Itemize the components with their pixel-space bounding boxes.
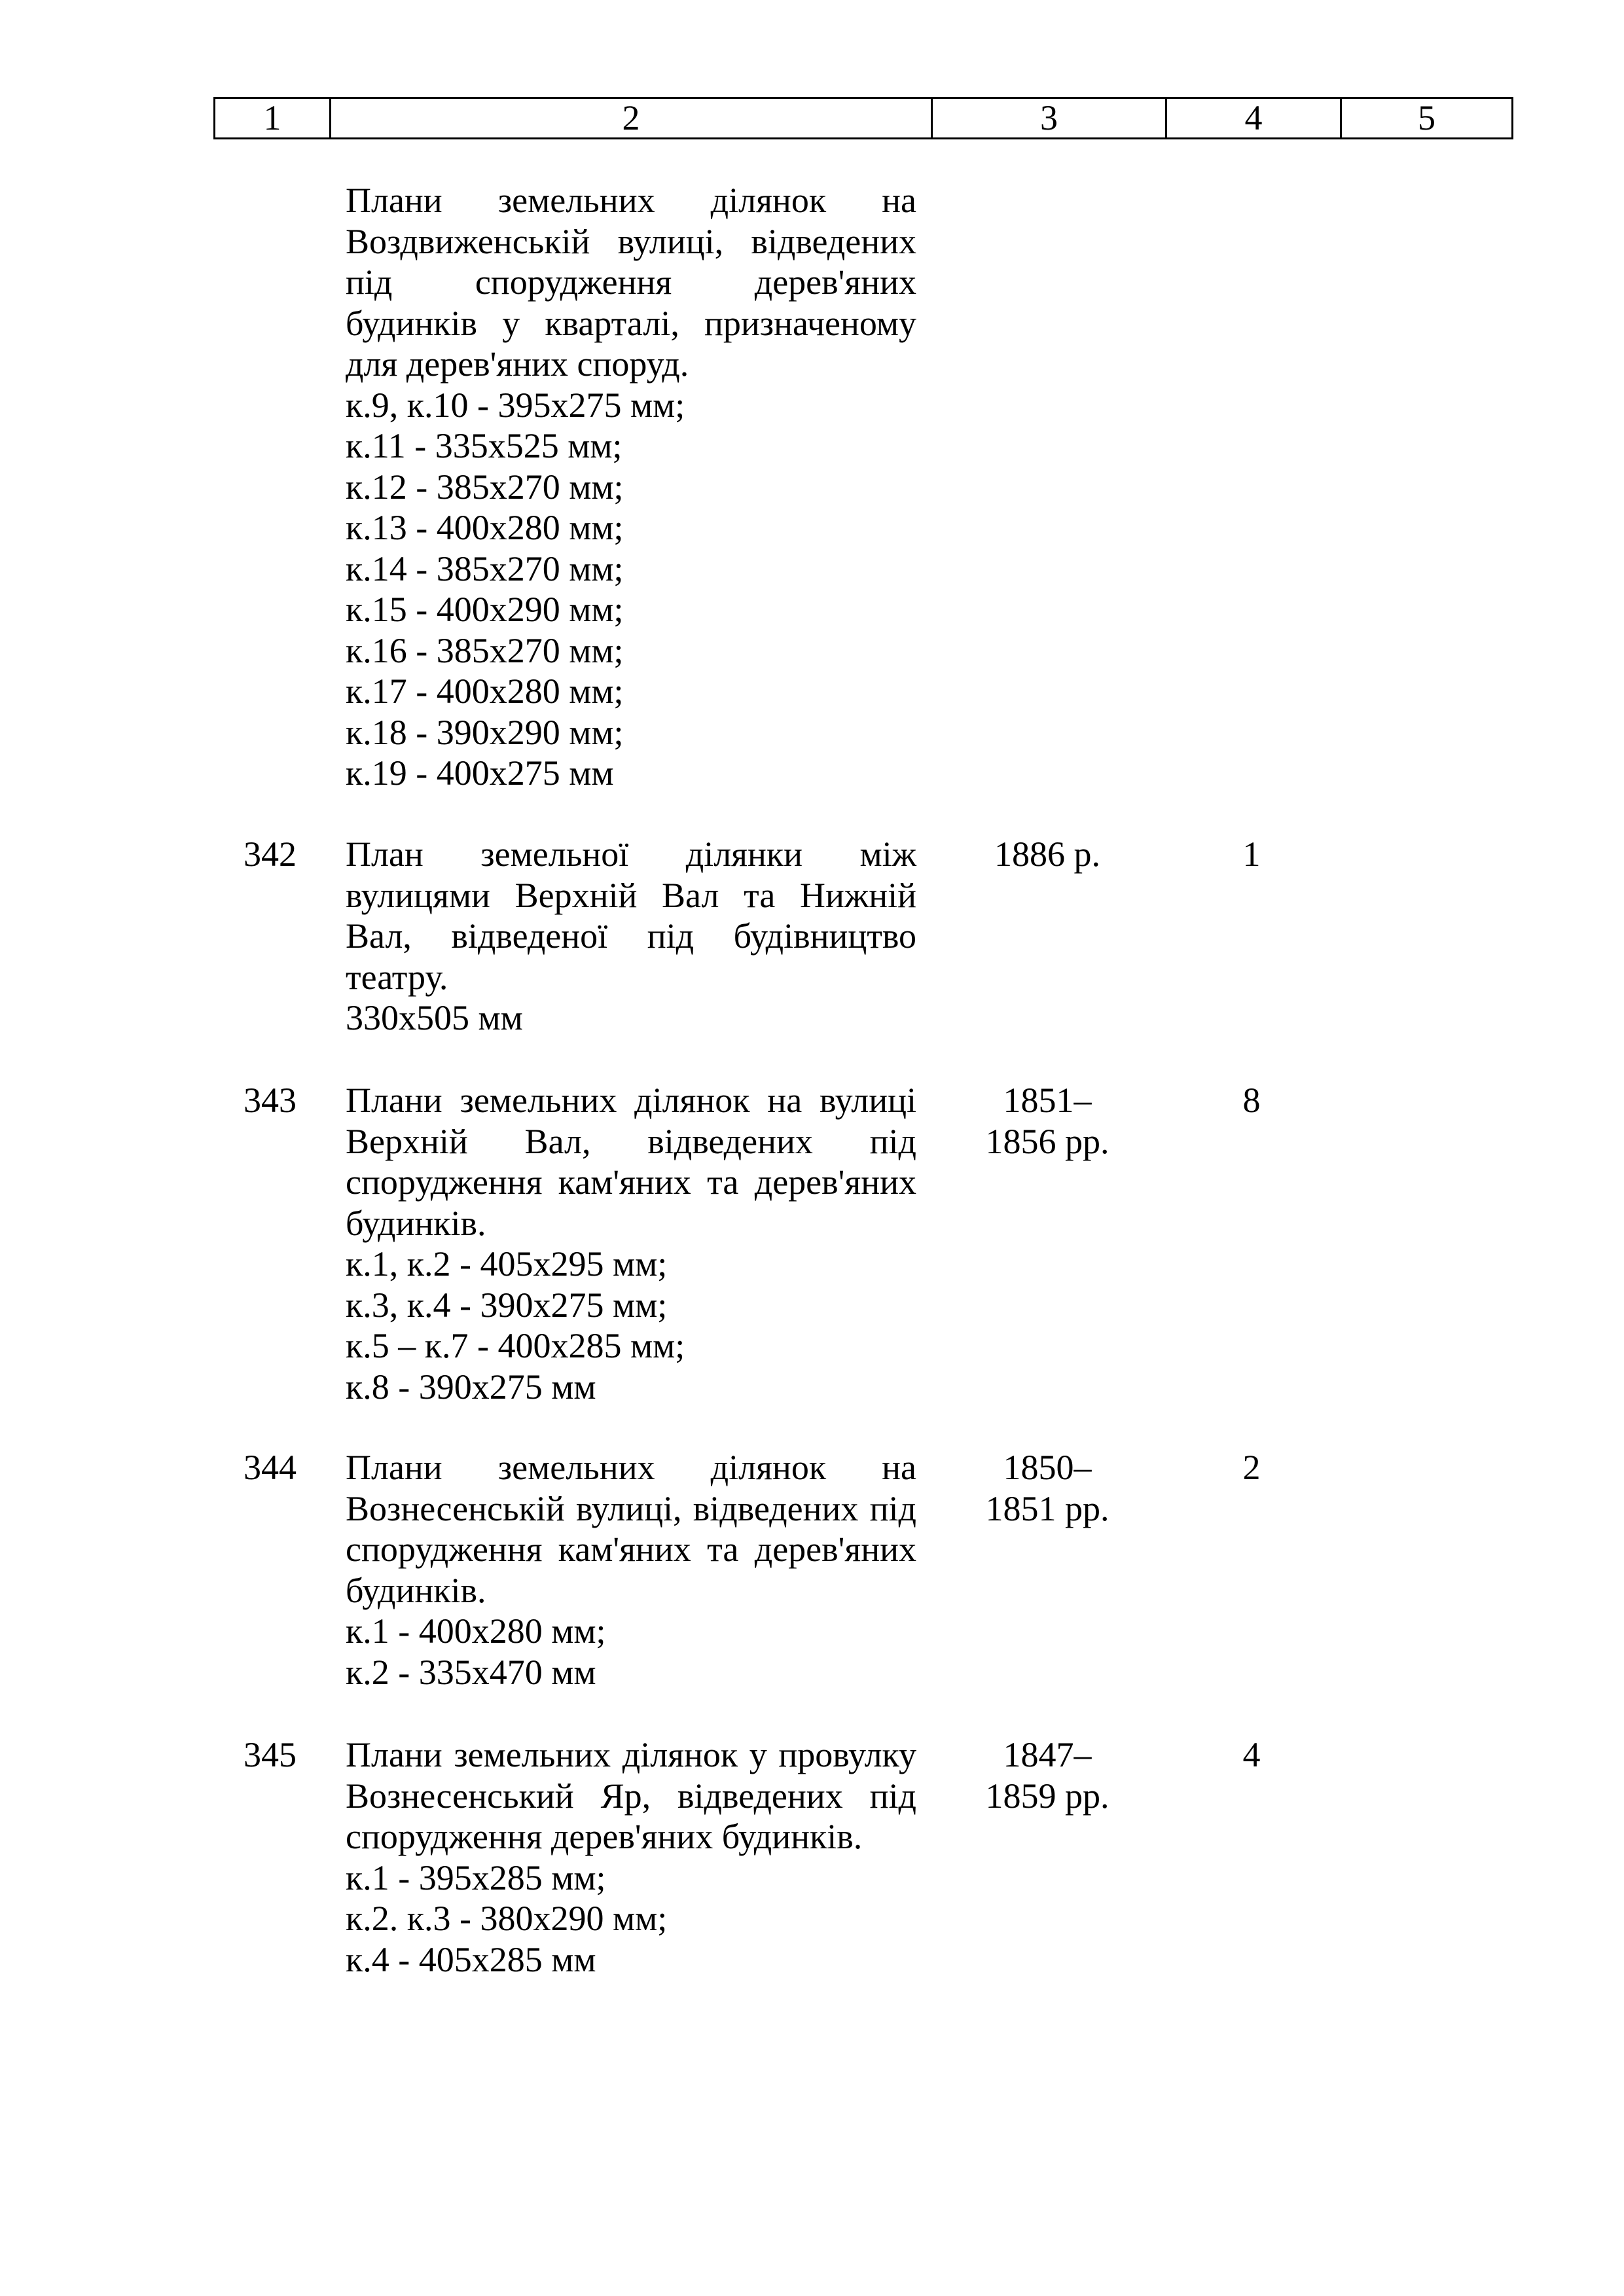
sheet-count: 2: [1242, 1448, 1261, 1487]
description-line: для дерев'яних споруд.: [346, 344, 689, 384]
sheet-size-line: к.18 - 390x290 мм;: [346, 712, 624, 752]
entry-number: 345: [244, 1735, 297, 1774]
sheet-size-line: к.1 - 395x285 мм;: [346, 1857, 606, 1897]
entry-date: [969, 834, 1126, 875]
description-line: Воздвиженській вулиці, відведених: [346, 221, 916, 261]
date-line: 1851–: [1003, 1081, 1092, 1120]
sheet-size-line: к.5 – к.7 - 400x285 мм;: [346, 1326, 685, 1365]
date-line: 1886 р.: [994, 834, 1100, 874]
sheet-size-line: к.15 - 400x290 мм;: [346, 590, 624, 629]
date-line: 1850–: [1003, 1448, 1092, 1487]
sheet-size-line: к.1, к.2 - 405x295 мм;: [346, 1244, 668, 1283]
sheet-size-line: к.3, к.4 - 390x275 мм;: [346, 1285, 668, 1325]
sheet-size-line: к.13 - 400x280 мм;: [346, 508, 624, 547]
sheet-size-line: к.14 - 385x270 мм;: [346, 548, 624, 588]
entry-number: 342: [244, 834, 297, 874]
entry-description: [346, 1734, 916, 1980]
description-line: театру.: [346, 957, 448, 997]
entry-date: [969, 1734, 1126, 1816]
description-line: Плани земельних ділянок у провулку: [346, 1735, 916, 1774]
entry-date: [969, 1080, 1126, 1162]
description-line: План земельної ділянки між: [346, 834, 916, 874]
column-header-2: 2: [331, 99, 933, 137]
sheet-size-line: к.17 - 400x280 мм;: [346, 672, 624, 711]
entry-description: [346, 180, 916, 794]
description-line: вулицями Верхній Вал та Нижній: [346, 875, 916, 915]
sheet-size-line: к.19 - 400x275 мм: [346, 753, 614, 793]
date-line: 1851 рр.: [985, 1488, 1110, 1528]
description-line: Вознесенський Яр, відведених під: [346, 1776, 916, 1816]
description-line: під спорудження дерев'яних: [346, 262, 916, 302]
entry-date: [969, 1447, 1126, 1529]
entry-description: [346, 1447, 916, 1693]
description-line: спорудження дерев'яних будинків.: [346, 1817, 863, 1856]
date-line: 1847–: [1003, 1735, 1092, 1774]
sheet-count: 8: [1242, 1081, 1261, 1120]
column-header-4: 4: [1167, 99, 1342, 137]
entry-description: [346, 1080, 916, 1407]
description-line: Плани земельних ділянок на вулиці: [346, 1081, 916, 1120]
description-line: Вознесенській вулиці, відведених під: [346, 1488, 916, 1528]
description-line: Вал, відведеної під будівництво: [346, 916, 916, 956]
sheet-size-line: к.12 - 385x270 мм;: [346, 467, 624, 507]
sheet-size-line: к.1 - 400x280 мм;: [346, 1611, 606, 1651]
description-line: будинків.: [346, 1203, 486, 1243]
sheet-size-line: к.9, к.10 - 395x275 мм;: [346, 385, 685, 425]
entry-number: 344: [244, 1448, 297, 1487]
sheet-size-line: к.4 - 405x285 мм: [346, 1939, 596, 1979]
sheet-size-line: к.2. к.3 - 380x290 мм;: [346, 1899, 668, 1938]
sheet-count: 4: [1242, 1735, 1261, 1774]
sheet-size-line: к.2 - 335x470 мм: [346, 1652, 596, 1692]
sheet-count: 1: [1242, 834, 1261, 874]
entry-description: [346, 834, 916, 1039]
column-header-row: [213, 97, 1513, 139]
entry-number: 343: [244, 1081, 297, 1120]
column-header-3: 3: [933, 99, 1167, 137]
description-line: будинків.: [346, 1570, 486, 1610]
description-line: будинків у кварталі, призначеному: [346, 303, 916, 343]
description-line: спорудження кам'яних та дерев'яних: [346, 1162, 916, 1202]
sheet-size-line: к.8 - 390x275 мм: [346, 1367, 596, 1407]
description-line: Верхній Вал, відведених під: [346, 1121, 916, 1161]
column-header-5: 5: [1418, 98, 1435, 137]
column-header-1: 1: [215, 99, 331, 137]
description-line: Плани земельних ділянок на: [346, 1448, 916, 1487]
sheet-size-line: к.11 - 335x525 мм;: [346, 426, 623, 465]
sheet-size-line: 330x505 мм: [346, 998, 523, 1037]
date-line: 1856 рр.: [985, 1121, 1110, 1161]
description-line: Плани земельних ділянок на: [346, 181, 916, 220]
sheet-size-line: к.16 - 385x270 мм;: [346, 630, 624, 670]
description-line: спорудження кам'яних та дерев'яних: [346, 1530, 916, 1569]
date-line: 1859 рр.: [985, 1776, 1110, 1816]
